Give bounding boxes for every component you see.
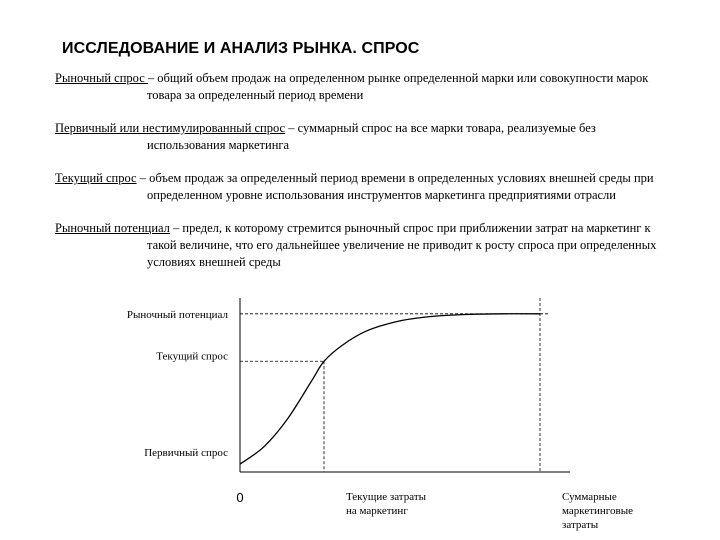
definition-text: – суммарный спрос на все марки товара, реализуемые без использования маркетинга (147, 121, 596, 152)
y-label-primary-demand: Первичный спрос (144, 447, 228, 460)
x-label-total-spend: Суммарные маркетинговые затраты (562, 491, 634, 531)
definition-text: – объем продаж за определенный период времени в определенных условиях внешней среды при определенном уровне использования инструментов маркетинга предприятиями отрасли (136, 171, 654, 202)
origin-label: 0 (236, 490, 244, 505)
definition-term: Первичный или нестимулированный спрос (55, 121, 286, 135)
y-label-market-potential: Рыночный потенциал (126, 308, 228, 321)
definition-term: Текущий спрос (55, 171, 137, 185)
definition-term: Рыночный спрос (55, 71, 148, 85)
definition-term: Рыночный потенциал (55, 221, 170, 235)
y-label-current-demand: Текущий спрос (156, 350, 228, 363)
x-label-current-spend: Текущие затраты на маркетинг (346, 491, 427, 517)
demand-curve (240, 314, 540, 464)
page-title: ИССЛЕДОВАНИЕ И АНАЛИЗ РЫНКА. СПРОС (62, 40, 420, 57)
definition-text: – общий объем продаж на определенном рынке определенной марки или совокупности марок товара за определенный период времени (147, 71, 649, 102)
definition-text: – предел, к которому стремится рыночный спрос при приближении затрат на маркетинг к такой величине, что его дальнейшее увеличение не приводит к росту спроса при определенных условиях внешней среды (147, 221, 657, 269)
